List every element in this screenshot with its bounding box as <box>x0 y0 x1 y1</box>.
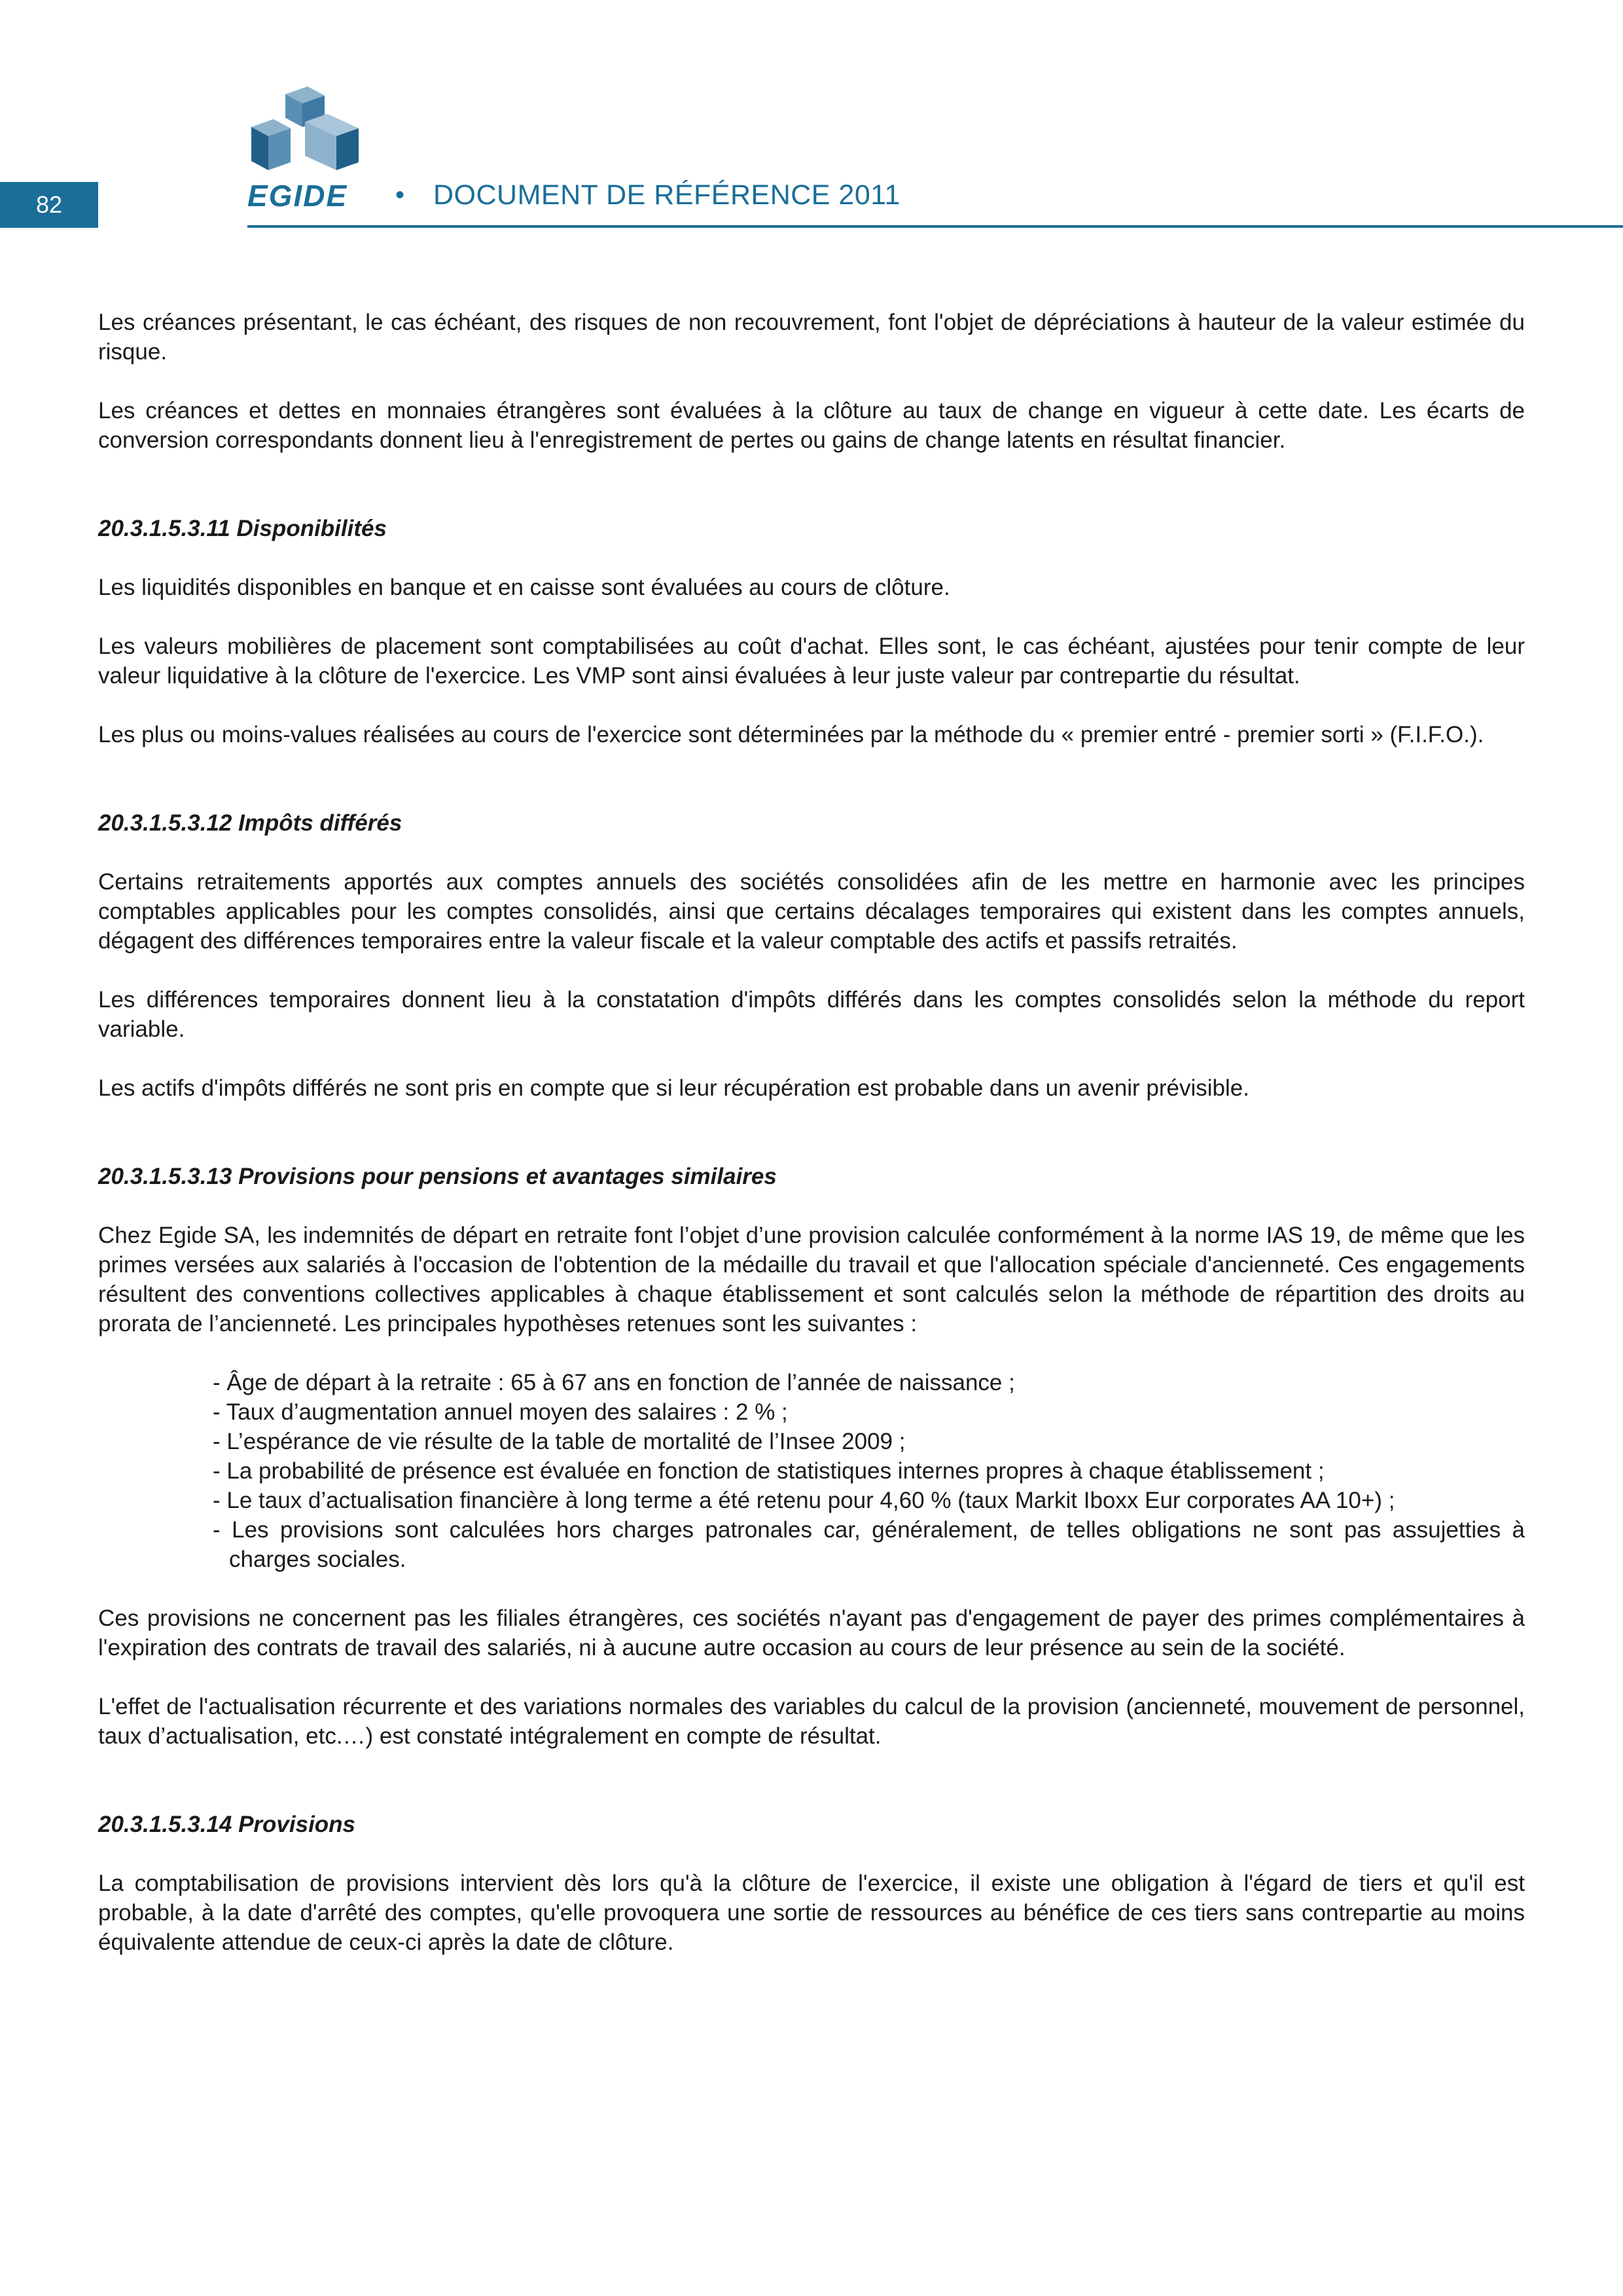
header-bullet: • <box>395 181 405 209</box>
egide-logo-text: EGIDE <box>247 179 348 213</box>
paragraph: L'effet de l'actualisation récurrente et des variations normales des variables du calcul de la provision (ancienneté, mouvement de personnel, taux d’actualisation, etc.…) est constaté intégralement en compte de résultat. <box>98 1694 1525 1749</box>
section-heading-provisions: 20.3.1.5.3.14 Provisions <box>98 1812 356 1837</box>
list-item: - Les provisions sont calculées hors charges patronales car, généralement, de telles obligations ne sont pas assujetties à charges sociales. <box>213 1517 1525 1572</box>
section-heading-impots-differes: 20.3.1.5.3.12 Impôts différés <box>98 810 402 836</box>
header-rule <box>247 225 1623 228</box>
list-item: - L’espérance de vie résulte de la table de mortalité de l’Insee 2009 ; <box>213 1429 906 1454</box>
paragraph: Les plus ou moins-values réalisées au cours de l'exercice sont déterminées par la méthode du « premier entré - premier sorti » (F.I.F.O.). <box>98 722 1484 747</box>
section-heading-disponibilites: 20.3.1.5.3.11 Disponibilités <box>98 516 387 541</box>
paragraph: Ces provisions ne concernent pas les filiales étrangères, ces sociétés n'ayant pas d'engagement de payer des primes complémentaires à l'expiration des contrats de travail des salariés, ni à aucune autre occasion au cours de leur présence au sein de la société. <box>98 1605 1525 1660</box>
list-item: - Âge de départ à la retraite : 65 à 67 ans en fonction de l’année de naissance ; <box>213 1370 1015 1395</box>
paragraph: Les créances et dettes en monnaies étrangères sont évaluées à la clôture au taux de change en vigueur à cette date. Les écarts de conversion correspondants donnent lieu à l'enregistrement de pertes ou gains de change latents en résultat financier. <box>98 398 1525 453</box>
list-item: - Taux d’augmentation annuel moyen des salaires : 2 % ; <box>213 1399 788 1425</box>
paragraph: Les différences temporaires donnent lieu à la constatation d'impôts différés dans les comptes consolidés selon la méthode du report variable. <box>98 987 1525 1042</box>
section-heading-provisions-pensions: 20.3.1.5.3.13 Provisions pour pensions et avantages similaires <box>98 1164 777 1189</box>
paragraph: Les valeurs mobilières de placement sont comptabilisées au coût d'achat. Elles sont, le cas échéant, ajustées pour tenir compte de leur valeur liquidative à la clôture de l'exercice. Les VMP sont ainsi évaluées à leur juste valeur par contrepartie du résultat. <box>98 634 1525 689</box>
assumptions-list <box>98 1368 1525 1574</box>
paragraph: Chez Egide SA, les indemnités de départ en retraite font l’objet d’une provision calculée conformément à la norme IAS 19, de même que les primes versées aux salariés à l'occasion de l'obtention de la médaille du travail et que l'allocation spéciale d'ancienneté. Ces engagements résultent des conventions collectives applicables à chaque établissement et sont calculés selon la méthode de répartition des droits au prorata de l’ancienneté. Les principales hypothèses retenues sont les suivantes : <box>98 1223 1525 1336</box>
paragraph: Les créances présentant, le cas échéant, des risques de non recouvrement, font l'objet de dépréciations à hauteur de la valeur estimée du risque. <box>98 310 1525 365</box>
page-content <box>98 308 1525 1986</box>
list-item: - Le taux d’actualisation financière à long terme a été retenu pour 4,60 % (taux Markit Iboxx Eur corporates AA 10+) ; <box>213 1488 1395 1513</box>
paragraph: Les actifs d'impôts différés ne sont pris en compte que si leur récupération est probable dans un avenir prévisible. <box>98 1075 1249 1101</box>
list-item: - La probabilité de présence est évaluée en fonction de statistiques internes propres à chaque établissement ; <box>213 1458 1325 1484</box>
paragraph: Certains retraitements apportés aux comptes annuels des sociétés consolidées afin de les mettre en harmonie avec les principes comptables applicables pour les comptes consolidés, ainsi que certains décalages temporaires qui existent dans les comptes annuels, dégagent des différences temporaires entre la valeur fiscale et la valeur comptable des actifs et passifs retraités. <box>98 869 1525 954</box>
document-title: DOCUMENT DE RÉFÉRENCE 2011 <box>433 179 901 211</box>
paragraph: La comptabilisation de provisions intervient dès lors qu'à la clôture de l'exercice, il existe une obligation à l'égard de tiers et qu'il est probable, à la date d'arrêté des comptes, qu'elle provoquera une sortie de ressources au bénéfice de ces tiers sans contrepartie au moins équivalente attendue de ceux-ci après la date de clôture. <box>98 1871 1525 1955</box>
page-number: 82 <box>0 182 98 228</box>
paragraph: Les liquidités disponibles en banque et en caisse sont évaluées au cours de clôture. <box>98 575 950 600</box>
